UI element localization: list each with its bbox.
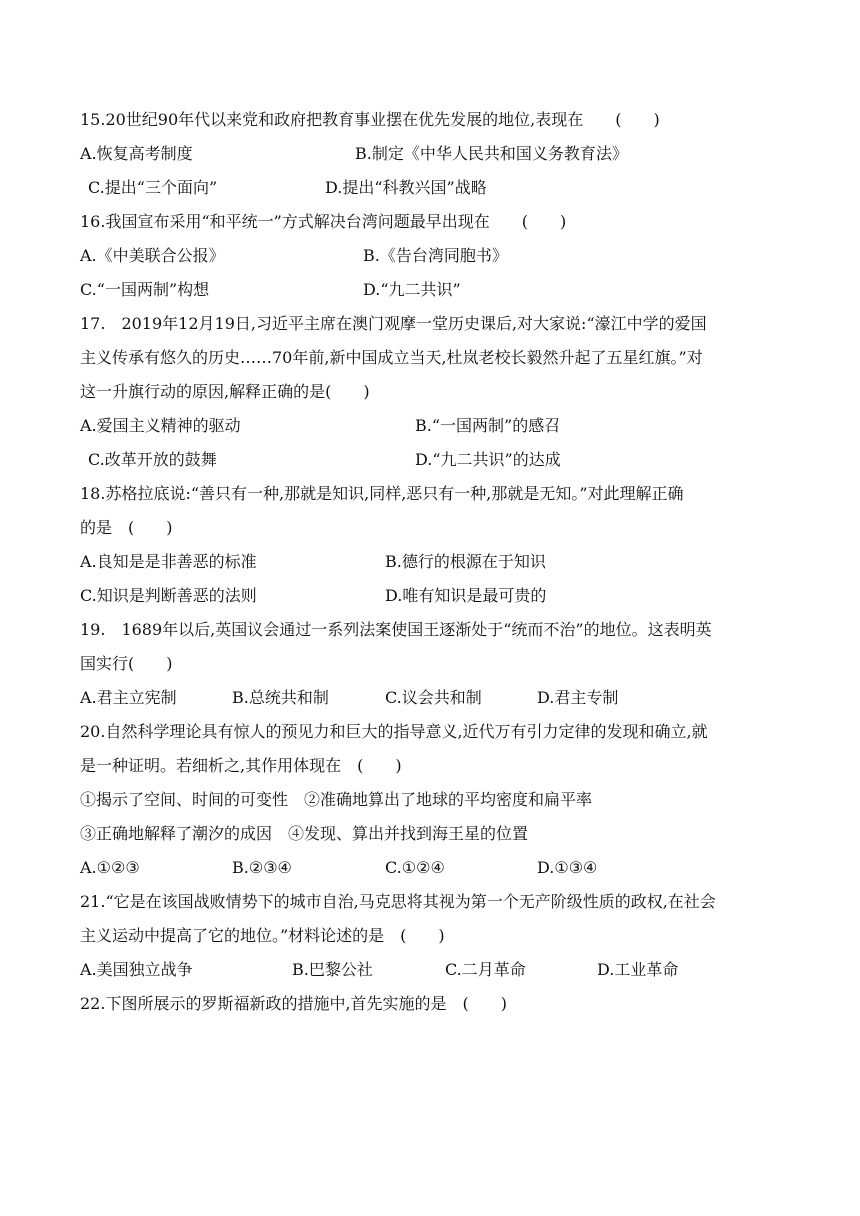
question-20-line-1: 20.自然科学理论具有惊人的预见力和巨大的指导意义,近代万有引力定律的发现和确立,就	[80, 722, 708, 741]
question-17-option-d: D.“九二共识”的达成	[415, 450, 561, 469]
question-16-option-a: A.《中美联合公报》	[80, 246, 225, 265]
question-17-option-c: C.改革开放的鼓舞	[88, 450, 217, 469]
question-20-option-c: C.①②④	[385, 858, 445, 877]
question-18-line-2: 的是 ( )	[80, 518, 173, 537]
question-20-statements-2: ③正确地解释了潮汐的成因 ④发现、算出并找到海王星的位置	[80, 824, 529, 843]
question-16-option-c: C.“一国两制”构想	[80, 280, 210, 299]
question-16-line-1: 16.我国宣布采用“和平统一”方式解决台湾问题最早出现在 ( )	[80, 212, 567, 231]
question-15-option-c: C.提出“三个面向”	[88, 178, 218, 197]
question-21-option-d: D.工业革命	[597, 960, 679, 979]
question-16-option-d: D.“九二共识”	[363, 280, 461, 299]
question-19-line-2: 国实行( )	[80, 654, 173, 673]
question-21-option-a: A.美国独立战争	[80, 960, 193, 979]
question-18-line-1: 18.苏格拉底说:“善只有一种,那就是知识,同样,恶只有一种,那就是无知。”对此理解正确	[80, 484, 684, 503]
question-19-option-c: C.议会共和制	[385, 688, 482, 707]
question-18-option-d: D.唯有知识是最可贵的	[385, 586, 547, 605]
question-17-option-b: B.“一国两制”的感召	[415, 416, 561, 435]
question-16-option-b: B.《告台湾同胞书》	[363, 246, 508, 265]
question-17-line-3: 这一升旗行动的原因,解释正确的是( )	[80, 382, 370, 401]
question-19-option-a: A.君主立宪制	[80, 688, 177, 707]
question-15-option-d: D.提出“科教兴国”战略	[325, 178, 487, 197]
question-18-option-c: C.知识是判断善恶的法则	[80, 586, 257, 605]
question-20-option-a: A.①②③	[80, 858, 140, 877]
question-20-option-d: D.①③④	[537, 858, 598, 877]
question-20-option-b: B.②③④	[232, 858, 292, 877]
question-18-option-b: B.德行的根源在于知识	[385, 552, 546, 571]
question-17-option-a: A.爱国主义精神的驱动	[80, 416, 241, 435]
question-19-option-d: D.君主专制	[537, 688, 619, 707]
question-17-line-1: 17. 2019年12月19日,习近平主席在澳门观摩一堂历史课后,对大家说:“濠江中学的爱国	[80, 314, 707, 333]
question-15-line-1: 15.20世纪90年代以来党和政府把教育事业摆在优先发展的地位,表现在 ( )	[80, 110, 660, 129]
question-20-statements-1: ①揭示了空间、时间的可变性 ②准确地算出了地球的平均密度和扁平率	[80, 790, 593, 809]
question-21-line-1: 21.“它是在该国战败情势下的城市自治,马克思将其视为第一个无产阶级性质的政权,在社会	[80, 892, 716, 911]
question-19-option-b: B.总统共和制	[232, 688, 329, 707]
question-21-line-2: 主义运动中提高了它的地位。”材料论述的是 ( )	[80, 926, 445, 945]
question-18-option-a: A.良知是是非善恶的标准	[80, 552, 257, 571]
question-15-option-a: A.恢复高考制度	[80, 144, 193, 163]
question-20-line-2: 是一种证明。若细析之,其作用体现在 ( )	[80, 756, 402, 775]
question-22-line-1: 22.下图所展示的罗斯福新政的措施中,首先实施的是 ( )	[80, 994, 508, 1013]
question-15-option-b: B.制定《中华人民共和国义务教育法》	[355, 144, 628, 163]
question-21-option-b: B.巴黎公社	[292, 960, 373, 979]
question-17-line-2: 主义传承有悠久的历史……70年前,新中国成立当天,杜岚老校长毅然升起了五星红旗。”对	[80, 348, 703, 367]
question-21-option-c: C.二月革命	[445, 960, 526, 979]
question-19-line-1: 19. 1689年以后,英国议会通过一系列法案使国王逐渐处于“统而不治”的地位。这表明英	[80, 620, 712, 639]
